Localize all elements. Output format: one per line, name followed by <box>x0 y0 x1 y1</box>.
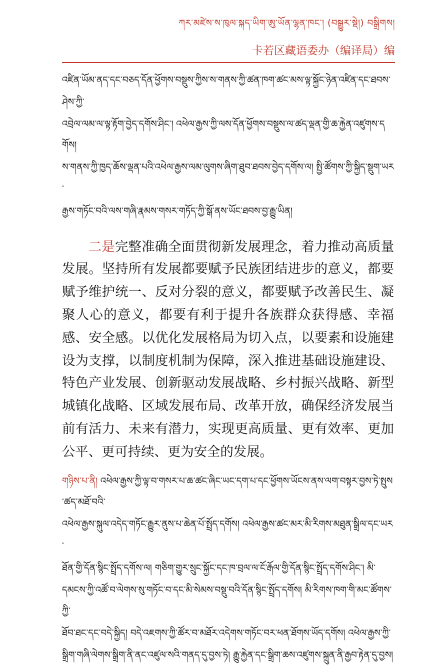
chinese-paragraph-lead: 二是 <box>88 239 115 255</box>
tibetan-line: འཕེལ་རྒྱས་སྐུལ་འདེད་གཏོང་རྒྱུར་ནུས་པ་ཆེན་པོ་སྤྲོད་དགོས། འཕེལ་རྒྱས་ཚང་མར་མི་རིགས་མཐུན་སྒྲིལ་དང་ཡར་ <box>62 519 393 552</box>
chinese-paragraph-text: 完整准确全面贯彻新发展理念，着力推动高质量发展。坚持所有发展都要赋予民族团结进步的意义，都要赋予维护统一、反对分裂的意义，都要赋予改善民生、凝聚人心的意义，都要有利于提升各族群众获得感、幸福感、安全感。以优化发展格局为切入点，以要素和设施建设为支撑，以制度机制为保障，深入推进基础设施建设、特色产业发展、创新驱动发展战略、乡村振兴战略、新型城镇化战略、区域发展布局、改革开放，确保经济发展当前有活力、未来有潜力，实现更高质量、更有效率、更加公平、更可持续、更为安全的发展。 <box>62 239 395 460</box>
tibetan-line: སྒྲིག་གཞི་ལེགས་སྒྲིག་ནི་ནང་འཛུལ་སའི་གནད་དུ་བྱས་ཏེ། རྒྱུ་རྐྱེན་དང་སྒྲིག་ཆས་འཛུགས་སྐྲུན་ནི་རྒྱབ་རྟེན་དུ་བྱས། <box>62 649 394 661</box>
tibetan-line: རྒྱས་གཏོང་བའི་ལས་གཞི་རྣམས་གསར་གཏོད་ཀྱི་སྒོ་ནས་ཡོང་ཐབས་བྱ་རྒྱུ་ཡིན། <box>62 205 293 217</box>
tibetan-line: ཐོབ་ཐང་དང་བདེ་སྐྱིད། བདེ་འཇགས་ཀྱི་ཚོར་བ་མཐོར་འདེགས་གཏོང་བར་ཕན་ཐོགས་ཡོད་དགོས། འཕེལ་རྒྱས་ཀྱི་ <box>62 628 391 640</box>
tibetan-line: དམངས་ཀྱི་འཚོ་བ་ལེགས་སུ་གཏོང་བ་དང་མི་སེམས་བསྡུ་བའི་དོན་སྙིང་སྤྲོད་དགོས། མི་རིགས་ཁག་གི་མང་ཚོགས་ཀྱི་ <box>62 584 392 618</box>
header-chinese-title: 卡若区藏语委办（编译局）编 <box>252 44 395 57</box>
page-header <box>0 0 441 66</box>
tibetan-paragraph-1 <box>62 70 394 223</box>
document-body <box>62 70 394 667</box>
header-tibetan-title: ཀར་མཛེས་ས་ཁུལ་སྐད་ཡིག་ཨུ་ཡོན་ལྷན་ཁང་། (བསྒྱུར་སྡེ།) བསྒྲིགས། <box>178 19 395 29</box>
header-divider <box>62 62 395 63</box>
chinese-paragraph <box>62 237 394 465</box>
tibetan-paragraph-2 <box>62 471 394 667</box>
tibetan-line: ས་གནས་ཀྱི་ཁྱད་ཆོས་ལྡན་པའི་འཕེལ་རྒྱས་ལམ་ལུགས་ཞིག་ཐུབ་ཐབས་བྱེད་དགོས་ལ། སྤྱི་ཚོགས་ཀྱི་སྐྱིད་སྡུག་ཡར་ <box>62 162 395 195</box>
tibetan-line: ཐོན་གྱི་དོན་སྙིང་སྤྲོད་དགོས་ལ། གཅིག་གྱུར་སྲུང་སྐྱོང་དང་ཁ་བྲལ་ལ་ངོ་རྒོལ་གྱི་དོན་སྙིང་སྤྲོད་དགོས་ཤིང་། མི་ <box>62 562 376 574</box>
tibetan-paragraph-lead: གཉིས་པ་ནི། <box>62 475 98 487</box>
tibetan-line: འབྲེལ་ལམ་ལ་ལྟ་རྟོག་བྱེད་དགོས་ཤིང་། འཕེལ་རྒྱས་ཀྱི་ལས་དོན་ཕྱོགས་བསྡུས་ལ་ཚད་ལྡན་གྱི་ཆ་རྐྱེན་འཛུགས་དགོས། <box>62 118 385 152</box>
tibetan-line: འཛིན་ཡོམ་ནད་དང་བཅད་དོན་ཕྱོགས་བསྡུས་ཀྱིས་ས་གནས་ཀྱི་ཚན་ཁག་ཚང་མས་ལྟ་སྐྱོང་ཉེན་འཛིན་དང་ཐབས་ཤེས་ཀྱི་ <box>62 75 391 108</box>
tibetan-line: འཕེལ་རྒྱས་ཀྱི་ལྟ་བ་གསར་པ་ཆ་ཚང་ཞིང་ཡང་དག་པ་དང་ཕྱོགས་ཡོངས་ནས་ལག་བསྟར་བྱས་ཏེ་སྤུས་ཚད་མཐོ་བའི་ <box>62 475 393 509</box>
